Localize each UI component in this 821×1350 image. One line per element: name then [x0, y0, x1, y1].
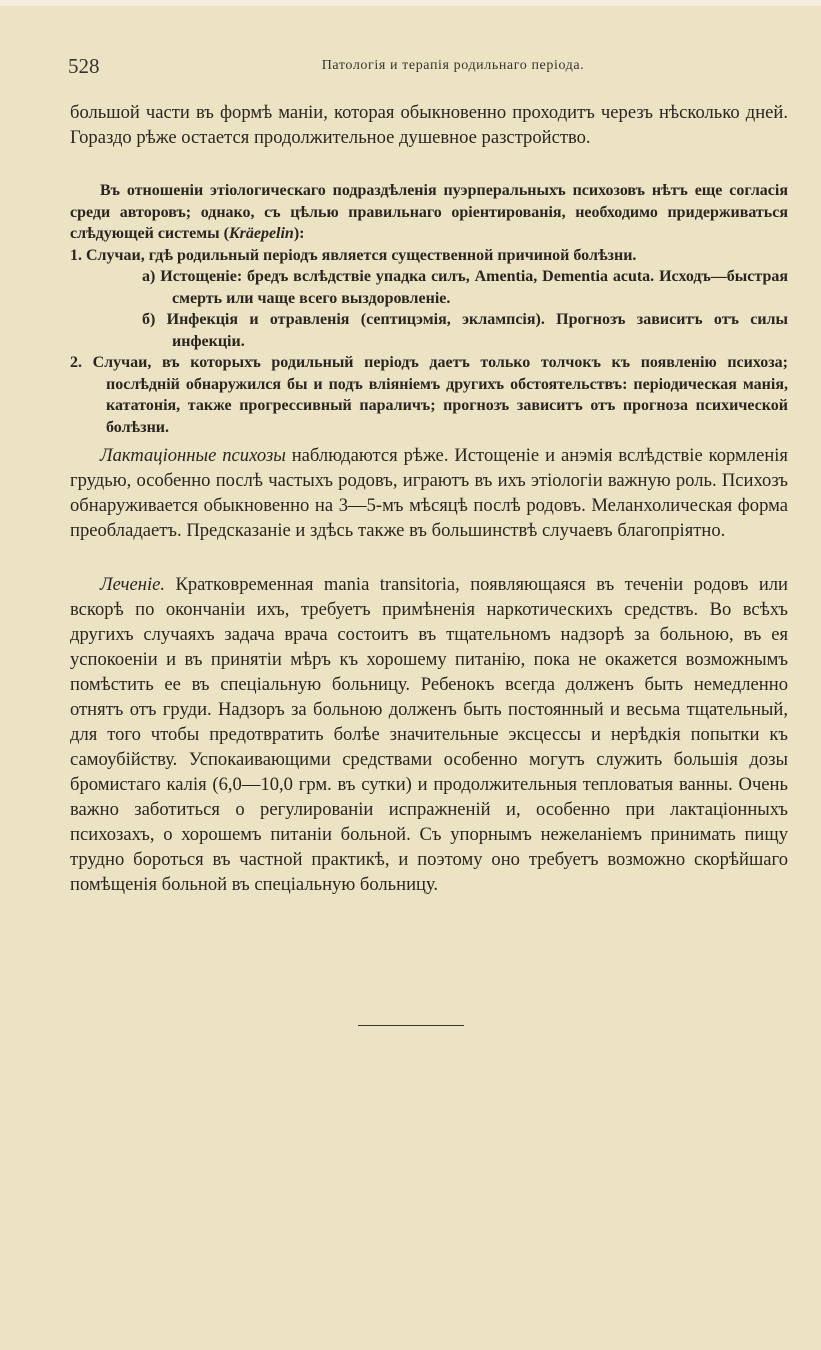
opening-paragraph [70, 100, 788, 150]
classification-intro: Въ отношеніи этіологическаго подраздѣленія пуэрперальныхъ психозовъ нѣтъ еще согласія среди авторовъ; однако, съ цѣлью правильнаго оріентированія, необходимо придерживаться слѣдующей системы (Kräepelin): [70, 182, 788, 242]
treatment-heading: Леченіе. [100, 574, 166, 595]
lactation-section [70, 443, 788, 543]
classification-item-1b: б) Инфекція и отравленія (септицэмія, эклампсія). Прогнозъ зависитъ отъ силы инфекціи. [142, 311, 788, 350]
page-header [68, 54, 786, 80]
lactation-heading: Лактаціонные психозы [100, 445, 286, 466]
treatment-section [70, 572, 788, 897]
section-end-rule [358, 1025, 464, 1026]
lactation-paragraph: Лактаціонные психозы наблюдаются рѣже. Истощеніе и анэмія вслѣдствіе кормленія грудью, особенно послѣ частыхъ родовъ, играютъ въ ихъ этіологіи важную роль. Психозъ обнаруживается обыкновенно на 3—5-мъ мѣсяцѣ послѣ родовъ. Меланхолическая форма преобладаетъ. Предсказаніе и здѣсь также въ большинствѣ случаевъ благопріятно. [70, 445, 788, 541]
running-title: Патологія и терапія родильнаго періода. [321, 58, 585, 73]
author-name: Kräepelin [228, 225, 294, 242]
classification-item-1: 1. Случаи, гдѣ родильный періодъ является существенной причиной болѣзни. [70, 246, 637, 264]
page-number: 528 [68, 54, 100, 78]
opening-text: большой части въ формѣ маніи, которая обыкновенно проходитъ черезъ нѣсколько дней. Гораздо рѣже остается продолжительное душевное разстройство. [70, 102, 788, 148]
treatment-paragraph: Леченіе. Кратковременная mania transitoria, появляющаяся въ теченіи родовъ или вскорѣ по окончаніи ихъ, требуетъ примѣненія наркотическихъ средствъ. Во всѣхъ другихъ случаяхъ задача врача состоитъ въ тщательномъ надзорѣ за больною, въ ея успокоеніи и въ принятіи мѣръ къ хорошему питанію, пока не окажется возможнымъ помѣстить ее въ спеціальную больницу. Ребенокъ всегда долженъ быть немедленно отнятъ отъ груди. Надзоръ за больною долженъ быть постоянный и весьма тщательный, для того чтобы предотвратить болѣе значительные эксцессы и нерѣдкія попытки къ самоубійству. Успокаивающими средствами особенно могутъ служить большія дозы бромистаго калія (6,0—10,0 грм. въ сутки) и продолжительныя тепловатыя ванны. Очень важно заботиться о регулированіи испражненій и, особенно при лактаціонныхъ психозахъ, о хорошемъ питаніи больной. Съ упорнымъ нежеланіемъ принимать пищу трудно бороться въ частной практикѣ, и поэтому оно требуетъ возможно скорѣйшаго помѣщенія больной въ спеціальную больницу. [70, 574, 788, 895]
classification-item-1a: а) Истощеніе: бредъ вслѣдствіе упадка силъ, Amentia, Dementia acuta. Исходъ—быстрая смерть или чаще всего выздоровленіе. [142, 268, 788, 307]
classification-section [70, 180, 788, 438]
classification-item-2: 2. Случаи, въ которыхъ родильный періодъ даетъ только толчокъ къ появленію психоза; послѣдній обнаружился бы и подъ вліяніемъ другихъ обстоятельствъ: періодическая манія, кататонія, также прогрессивный параличъ; прогнозъ зависитъ отъ прогноза психической болѣзни. [70, 354, 788, 436]
page-top-edge [0, 0, 821, 6]
